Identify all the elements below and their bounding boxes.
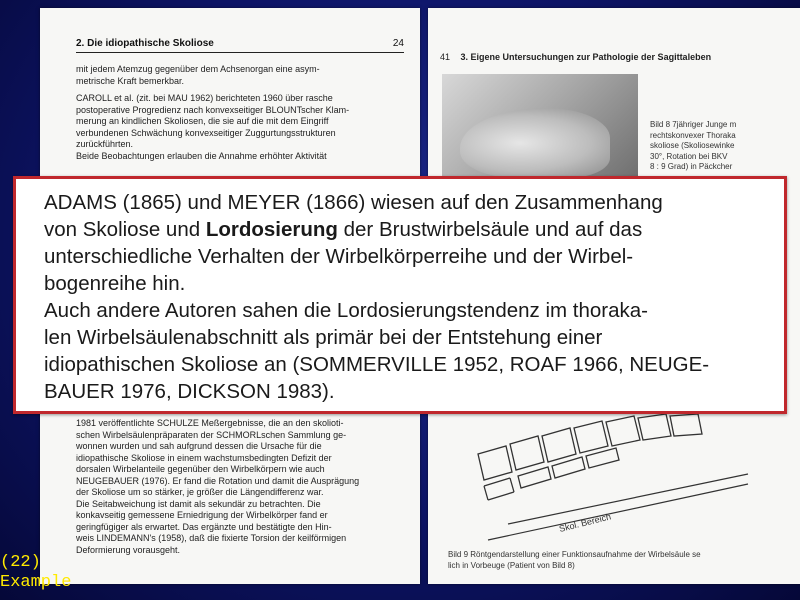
caption-line: Bild 9 Röntgendarstellung einer Funktionsaufnahme der Wirbelsäule se [448,550,701,559]
figure9-caption [448,550,798,571]
quote-text [44,189,774,405]
text-line: idiopathische Skoliose in einem wachstumsbedingten Defizit der [76,452,332,463]
author-name: BAUER [44,380,115,403]
emphasized-term: Lordosierung [205,218,338,241]
text-line: wonnen wurden und sah aufgrund dessen die Ursache für die [76,441,322,451]
author-name: SOMMERVILLE [299,353,448,376]
caption-line: lich in Vorbeuge (Patient von Bild 8) [448,560,575,570]
right-running-head-title: 3. Eigene Untersuchungen zur Pathologie der Sagittaleben [460,52,712,62]
left-page-number: 24 [392,38,404,49]
text-line: Die Seitabweichung ist damit als sekundär zu betrachten. Die [76,498,321,509]
quote-fragment: unterschiedliche Verhalten der Wirbelkörperreihe und der Wirbel- [44,245,634,268]
text-line: konkavseitig gemessene Erniedrigung der Wirbelkörper fand er [76,510,328,520]
slide-label [0,553,71,593]
highlighted-quote-box [13,176,787,414]
text-line: Deformierung vorausgeht. [76,544,181,555]
left-top-paragraph [76,64,402,162]
text-line: CAROLL et al. (zit. bei MAU 1962) berichteten 1960 über rasche [76,93,333,103]
text-line: zurückführten. [76,139,134,149]
quote-fragment: (1866) wiesen auf den Zusammenhang [300,191,663,214]
xray-region-label: Skol. Bereich [558,511,612,534]
quote-fragment: von Skoliose und [44,218,206,241]
caption-line: Bild 8 7jähriger Junge m [650,120,737,129]
quote-line [44,216,774,243]
spine-axis-line [488,484,748,540]
author-name: DICKSON [177,380,271,403]
quote-fragment: Auch andere Autoren sahen die Lordosierungstendenz im thoraka- [44,299,649,322]
quote-line [44,189,774,216]
author-name: ADAMS [44,191,117,214]
quote-fragment: idiopathischen Skoliose an ( [44,353,300,376]
text-line: merung an kindlichen Skoliosen, die sie auf die mit dem Eingriff [76,116,329,126]
quote-line [44,243,774,270]
quote-line [44,324,774,351]
quote-fragment: 1952, [447,353,510,376]
text-line: postoperative Progredienz nach konvexseitiger BLOUNTscher Klam- [76,104,350,115]
text-line: dorsalen Wirbelanteile gegenüber den Wirbelkörpern wie auch [76,464,325,474]
text-line: Beide Beobachtungen erlauben die Annahme erhöhter Aktivität [76,150,327,161]
caption-line: 30°, Rotation bei BKV [650,151,728,161]
left-running-head [76,38,404,53]
quote-fragment: len Wirbelsäulenabschnitt als primär bei der Entstehung einer [44,326,603,349]
text-line: der Skoliose um so stärker, je größer die Längendifferenz war. [76,487,324,497]
figure8-caption [650,120,798,173]
quote-fragment: 1976, [114,380,178,403]
quote-line [44,270,774,297]
patient-photo [442,74,638,192]
text-line: 1981 veröffentlichte SCHULZE Meßergebnisse, die an den skolioti- [76,418,344,428]
vertebra-outlines [478,414,702,500]
quote-fragment: der Brustwirbelsäule und auf das [337,218,643,241]
quote-fragment: (1865) und [116,191,228,214]
right-running-head [440,52,800,62]
quote-fragment: 1966, [566,353,630,376]
text-line: geringfügiger als erwartet. Das ergänzte und bestätigte den Hin- [76,521,332,532]
patient-figure [460,108,610,178]
slide-caption: Example [0,573,72,592]
caption-line: rechtskonvexer Thoraka [650,130,736,140]
quote-line [44,351,774,378]
quote-fragment: 1983). [270,380,335,403]
caption-line: 8 : 9 Grad) in Päckcher [650,162,733,171]
text-line: schen Wirbelsäulenpräparaten der SCHMORLschen Sammlung ge- [76,429,347,440]
author-name: MEYER [227,191,301,214]
left-running-head-title: 2. Die idiopathische Skoliose [76,38,214,49]
quote-fragment: bogenreihe hin. [44,272,186,295]
text-line: weis LINDEMANN's (1958), daß die fixierte Torsion der keilförmigen [76,533,347,543]
text-line: mit jedem Atemzug gegenüber dem Achsenorgan eine asym- [76,64,320,74]
quote-line [44,297,774,324]
right-page-number: 41 [440,52,451,62]
quote-line [44,378,774,405]
author-name: NEUGE- [629,353,710,376]
text-line: NEUGEBAUER (1976). Er fand die Rotation und damit die Ausprägung [76,475,360,486]
spine-xray-sketch [448,414,798,544]
text-line: metrische Kraft bemerkbar. [76,75,185,86]
text-line: verbundenen Schwächung konvexseitiger Zuggurtungsstrukturen [76,127,336,138]
caption-line: skoliose (Skoliosewinke [650,141,735,150]
author-name: ROAF [509,353,567,376]
slide-number: (22) [0,553,41,572]
left-bottom-paragraph [76,418,402,556]
